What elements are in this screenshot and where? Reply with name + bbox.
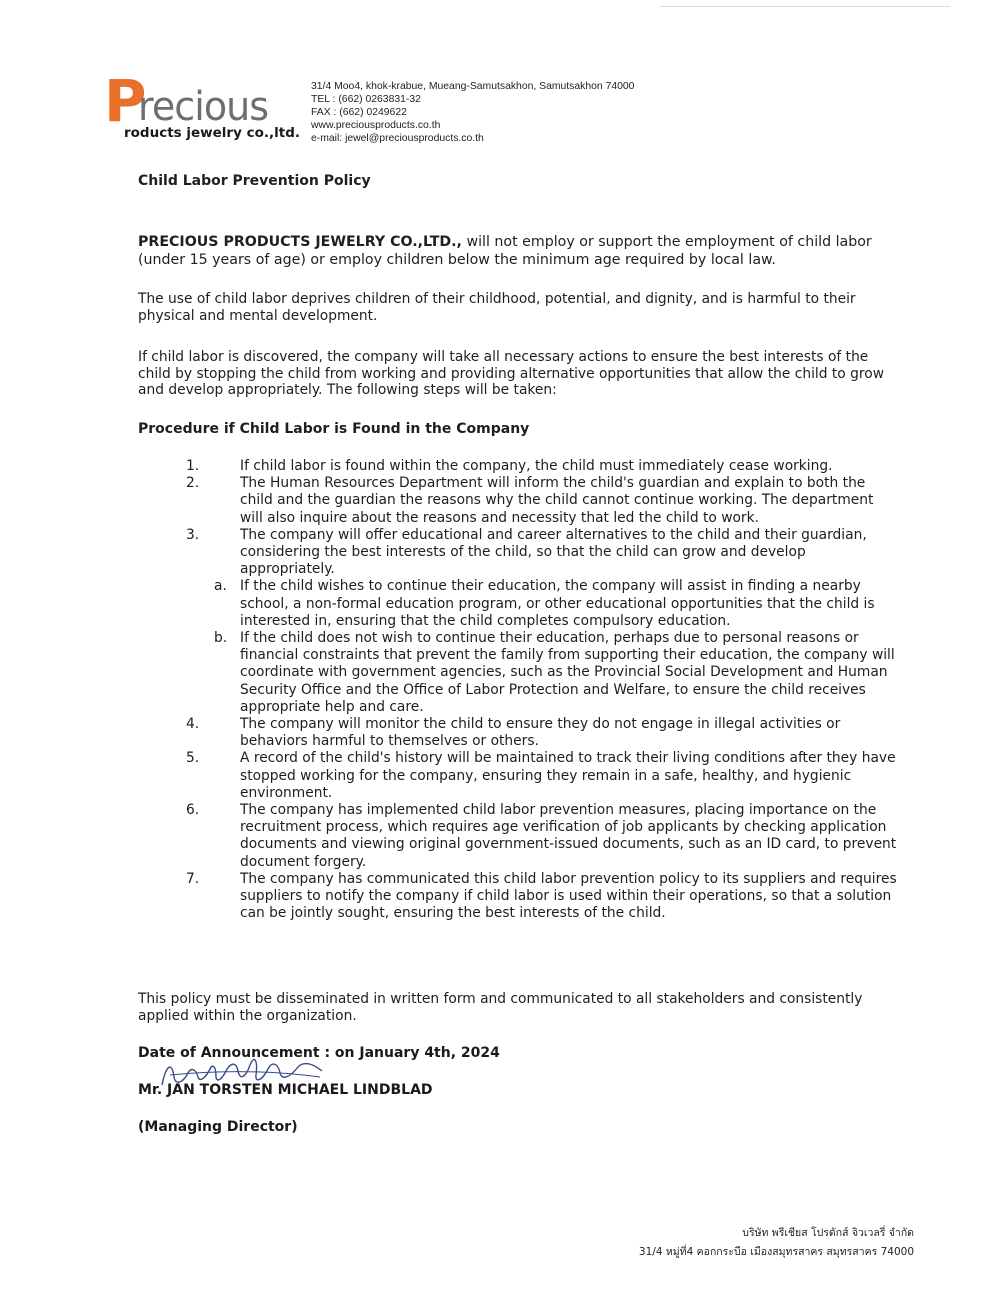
step-number: 2. (186, 475, 200, 492)
closing-paragraph: This policy must be disseminated in written form and communicated to all stakeholders and consistently applied within the organization. (138, 991, 863, 1024)
signer-name: Mr. JAN TORSTEN MICHAEL LINDBLAD (138, 1082, 433, 1098)
paragraph-harm: The use of child labor deprives children of their childhood, potential, and dignity, and is harmful to their physical and mental development. (138, 291, 856, 324)
top-rule (660, 6, 950, 7)
step-number: 3. (186, 526, 200, 543)
step-number: 4. (186, 716, 200, 733)
list-item (186, 750, 898, 802)
contact-address: 31/4 Moo4, khok-krabue, Mueang-Samutsakhon, Samutsakhon 74000 (311, 81, 635, 92)
contact-website: www.preciousproducts.co.th (311, 120, 441, 131)
document-title: Child Labor Prevention Policy (138, 173, 371, 189)
step-number: b. (214, 630, 228, 647)
step-text: The company will offer educational and career alternatives to the child and their guardian, considering the best interests of the child, so that the child can grow and develop appropriately. (240, 526, 867, 578)
step-number: a. (214, 578, 227, 595)
step-number: 7. (186, 870, 200, 887)
footer-address (639, 1224, 914, 1262)
list-item (186, 475, 898, 527)
step-text: If the child wishes to continue their education, the company will assist in finding a nearby school, a non-formal education program, or other educational opportunities that the child is interested in, ensuring that the child completes compulsory education. (240, 578, 875, 629)
contact-block (311, 80, 634, 145)
contact-tel: TEL : (662) 0263831-32 (311, 94, 421, 105)
contact-email: e-mail: jewel@preciousproducts.co.th (311, 133, 484, 144)
step-text: The company has implemented child labor prevention measures, placing importance on the recruitment process, which requires age verification of job applicants by checking application documents and viewing original government-issued documents, such as an ID card, to prevent document forgery. (240, 802, 897, 870)
logo-letter-p: P (104, 67, 145, 135)
step-text: The company has communicated this child labor prevention policy to its suppliers and requires suppliers to notify the company if child labor is used within their operations, so that a solution can be jointly sought, ensuring the best interests of the child. (240, 870, 897, 922)
intro-text: will not employ or support the employment of child labor (under 15 years of age) or employ children below the minimum age required by local law. (138, 234, 872, 268)
procedure-list (186, 458, 898, 922)
step-number: 6. (186, 802, 200, 819)
list-item (186, 802, 898, 871)
list-item (186, 458, 898, 475)
logo-wordmark: recious (138, 84, 269, 130)
list-item (186, 716, 898, 750)
step-text: The Human Resources Department will inform the child's guardian and explain to both the child and the guardian the reasons why the child cannot continue working. The department will also inquire about the reasons and necessity that led the child to work. (240, 475, 874, 526)
paragraph-actions: If child labor is discovered, the company will take all necessary actions to ensure the best interests of the child by stopping the child from working and providing alternative opportunities that allow the child to grow and develop appropriately. The following steps will be taken: (138, 349, 884, 398)
contact-fax: FAX : (662) 0249622 (311, 107, 407, 118)
list-item (186, 871, 898, 923)
step-text: A record of the child's history will be maintained to track their living conditions after they have stopped working for the company, ensuring they remain in a safe, healthy, and hygienic environment. (240, 750, 896, 801)
company-name: PRECIOUS PRODUCTS JEWELRY CO.,LTD., (138, 234, 462, 250)
company-logo (104, 67, 301, 146)
footer-address-thai: 31/4 หมู่ที่4 คอกกระบือ เมืองสมุทรสาคร สมุทรสาคร 74000 (638, 1246, 914, 1258)
footer-company-thai: บริษัท พรีเชียส โปรดักส์ จิวเวลรี่ จำกัด (742, 1227, 914, 1239)
step-text: If child labor is found within the company, the child must immediately cease working. (240, 458, 833, 474)
step-text: If the child does not wish to continue their education, perhaps due to personal reasons or financial constraints that prevent the family from supporting their education, the company will coordinate with government agencies, such as the Provincial Social Development and Human Security Office and the Office of Labor Protection and Welfare, to ensure the child receives appropriate help and care. (240, 630, 895, 715)
list-item (186, 527, 898, 579)
step-number: 1. (186, 458, 200, 474)
procedure-heading: Procedure if Child Labor is Found in the Company (138, 421, 530, 437)
announcement-date: Date of Announcement : on January 4th, 2024 (138, 1045, 500, 1061)
step-number: 5. (186, 750, 200, 767)
list-item (186, 578, 898, 630)
signer-title: (Managing Director) (138, 1119, 298, 1135)
list-item (186, 630, 898, 716)
logo-tagline: roducts jewelry co.,ltd. (124, 125, 301, 141)
step-text: The company will monitor the child to ensure they do not engage in illegal activities or behaviors harmful to themselves or others. (240, 716, 841, 750)
intro-paragraph (138, 233, 898, 269)
